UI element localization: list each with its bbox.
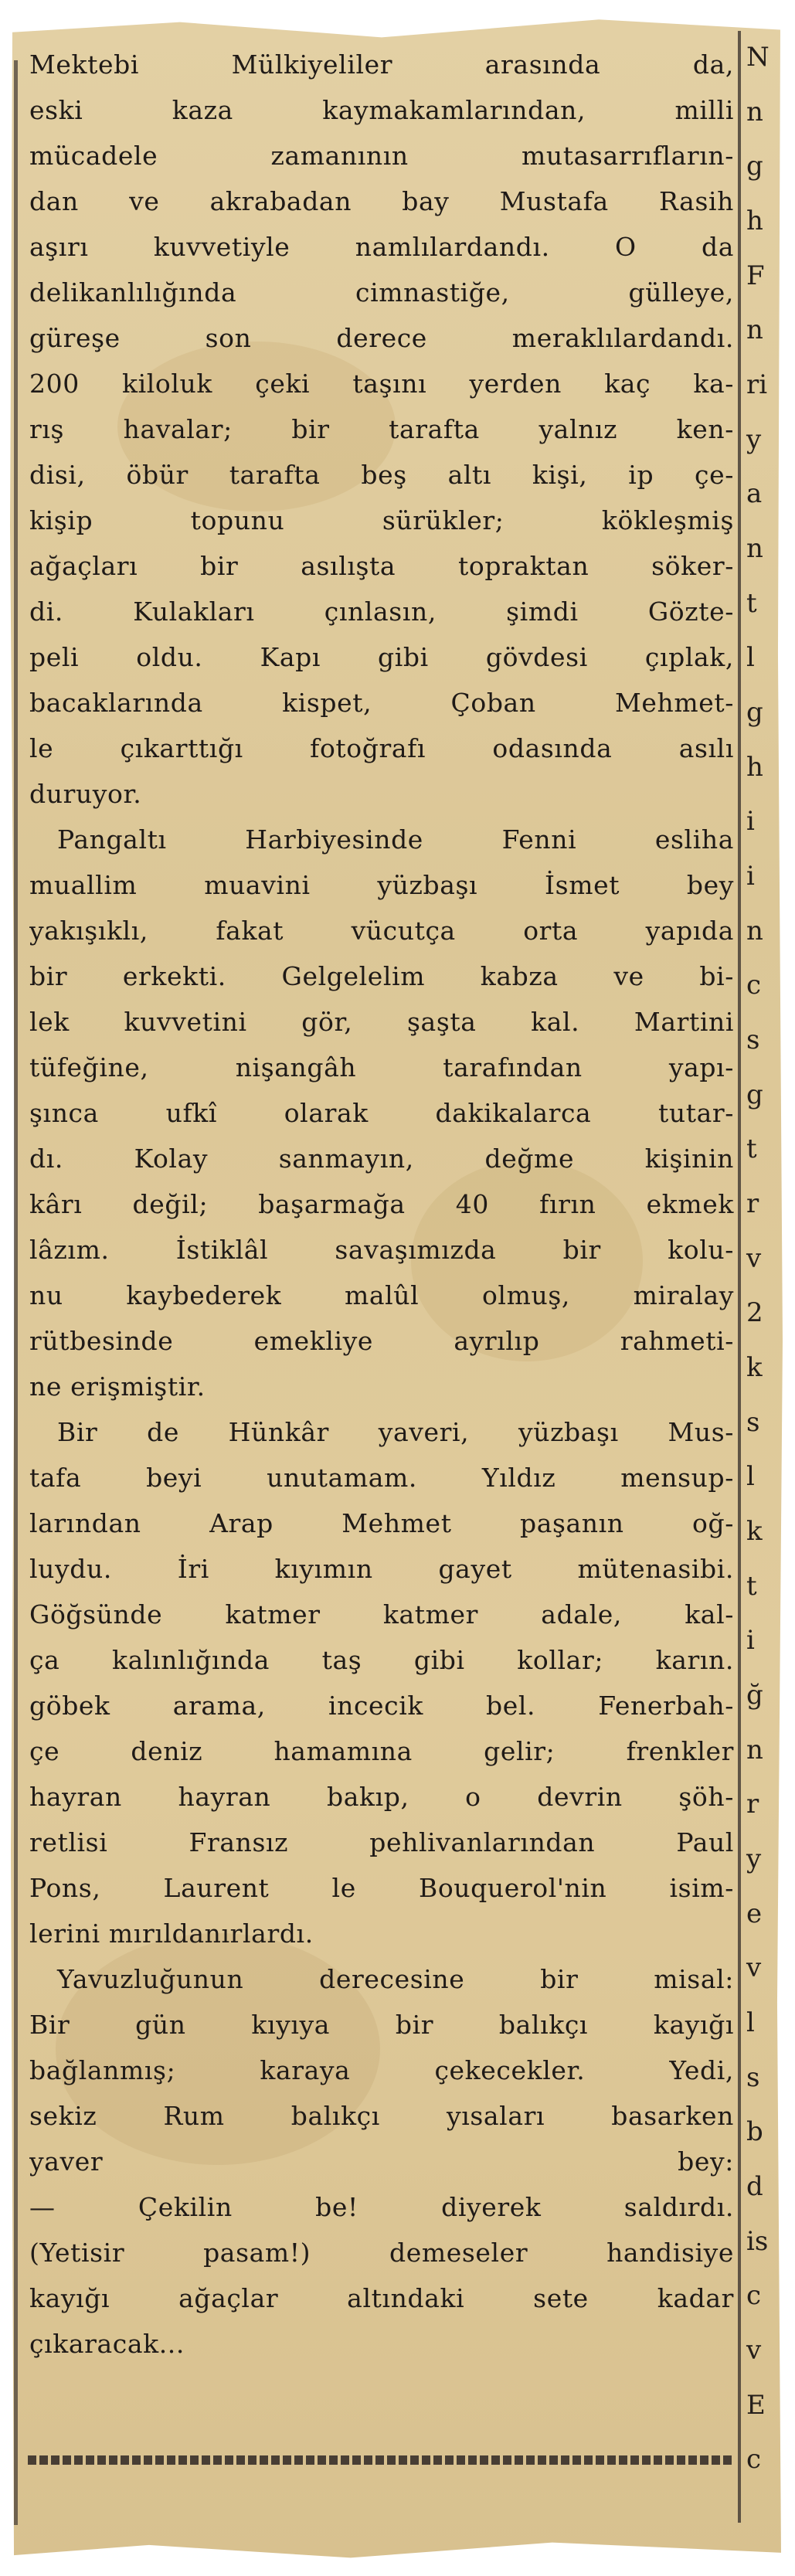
article-line: güreşe son derece meraklılardandı. <box>29 323 734 353</box>
article-line: (Yetisir pasam!) demeseler handisiye <box>29 2238 734 2268</box>
article-line: tüfeğine, nişangâh tarafından yapı- <box>29 1052 734 1082</box>
article-line: 200 kiloluk çeki taşını yerden kaç ka- <box>29 369 734 399</box>
adjacent-column-fragment: k <box>746 1516 763 1547</box>
adjacent-column-fragment: g <box>746 697 763 728</box>
adjacent-column-fragment: ğ <box>746 1680 763 1711</box>
article-line: bir erkekti. Gelgelelim kabza ve bi- <box>29 961 734 991</box>
adjacent-column-fragment: k <box>746 1352 763 1383</box>
adjacent-column-fragment: t <box>746 1133 757 1164</box>
adjacent-column-fragment: h <box>746 206 763 236</box>
adjacent-column-fragment: r <box>746 1188 759 1219</box>
article-line: nu kaybederek malûl olmuş, miralay <box>29 1280 734 1310</box>
article-line: eski kaza kaymakamlarından, milli <box>29 95 734 125</box>
adjacent-column-fragment: n <box>746 97 763 127</box>
article-line: aşırı kuvvetiyle namlılardandı. O da <box>29 232 734 262</box>
adjacent-column-fragment: is <box>746 2226 769 2257</box>
adjacent-column-fragment: N <box>746 42 770 73</box>
article-line: — Çekilin be! diyerek saldırdı. <box>29 2192 734 2222</box>
adjacent-column-fragment: y <box>746 1844 762 1874</box>
article-line: tafa beyi unutamam. Yıldız mensup- <box>29 1463 734 1493</box>
bottom-border-rule <box>28 2455 735 2465</box>
article-line: çe deniz hamamına gelir; frenkler <box>29 1736 734 1766</box>
article-body <box>29 42 734 2367</box>
article-line: Pangaltı Harbiyesinde Fenni esliha <box>57 824 734 855</box>
article-line: Bir de Hünkâr yaveri, yüzbaşı Mus- <box>57 1417 734 1447</box>
article-line: peli oldu. Kapı gibi gövdesi çıplak, <box>29 642 734 672</box>
adjacent-column-fragment: n <box>746 533 763 564</box>
adjacent-column-fragment: s <box>746 2062 760 2093</box>
article-line: lâzım. İstiklâl savaşımızda bir kolu- <box>29 1235 734 1265</box>
article-line: duruyor. <box>29 779 142 809</box>
article-line: Bir gün kıyıya bir balıkçı kayığı <box>29 2010 734 2040</box>
article-line: di. Kulakları çınlasın, şimdi Gözte- <box>29 596 734 627</box>
adjacent-column-fragment: i <box>746 1625 755 1656</box>
article-line: bacaklarında kispet, Çoban Mehmet- <box>29 688 734 718</box>
article-line: dı. Kolay sanmayın, değme kişinin <box>29 1144 734 1174</box>
adjacent-column-fragment: y <box>746 424 762 455</box>
adjacent-column-fragment: e <box>746 1898 763 1929</box>
adjacent-column-fragment: b <box>746 2116 763 2147</box>
article-line: larından Arap Mehmet paşanın oğ- <box>29 1508 734 1538</box>
adjacent-column-fragment: v <box>746 1952 762 1983</box>
adjacent-column-fragment: 2 <box>746 1297 763 1328</box>
article-line: disi, öbür tarafta beş altı kişi, ip çe- <box>29 460 734 490</box>
article-line: göbek arama, incecik bel. Fenerbah- <box>29 1691 734 1721</box>
article-line: lek kuvvetini gör, şaşta kal. Martini <box>29 1007 734 1037</box>
adjacent-column-fragment: l <box>746 642 755 673</box>
article-line: rütbesinde emekliye ayrılıp rahmeti- <box>29 1326 734 1356</box>
adjacent-column-fragment: d <box>746 2171 763 2202</box>
adjacent-column-fragment: h <box>746 752 763 783</box>
adjacent-column-fragment: a <box>746 478 763 509</box>
adjacent-column-fragment: i <box>746 861 755 892</box>
article-line: hayran hayran bakıp, o devrin şöh- <box>29 1782 734 1812</box>
adjacent-column-fragment: c <box>746 970 762 1001</box>
article-line: şınca ufkî olarak dakikalarca tutar- <box>29 1098 734 1128</box>
article-line: Pons, Laurent le Bouquerol'nin isim- <box>29 1873 734 1903</box>
adjacent-column-fragment: i <box>746 806 755 837</box>
article-line: ağaçları bir asılışta topraktan söker- <box>29 551 734 581</box>
adjacent-column-fragment: v <box>746 1243 762 1274</box>
article-line: sekiz Rum balıkçı yısaları basarken <box>29 2101 734 2131</box>
article-line: rış havalar; bir tarafta yalnız ken- <box>29 414 734 444</box>
article-line: çıkaracak... <box>29 2329 185 2359</box>
adjacent-column-fragment: s <box>746 1407 760 1438</box>
article-line: ne erişmiştir. <box>29 1371 206 1402</box>
article-line: kârı değil; başarmağa 40 fırın ekmek <box>29 1189 734 1219</box>
adjacent-column-fragment: r <box>746 1789 759 1820</box>
article-line: mücadele zamanının mutasarrıfların- <box>29 141 734 171</box>
article-line: yaver bey: <box>29 2146 734 2177</box>
article-line: kişip topunu sürükler; kökleşmiş <box>29 505 734 535</box>
adjacent-column-fragment: c <box>746 2280 762 2311</box>
article-line: le çıkarttığı fotoğrafı odasında asılı <box>29 733 734 763</box>
article-line: luydu. İri kıyımın gayet mütenasibi. <box>29 1554 734 1584</box>
adjacent-column-fragment: ri <box>746 369 768 400</box>
adjacent-column-fragment: n <box>746 314 763 345</box>
adjacent-column-fragment: n <box>746 916 763 946</box>
article-line: Yavuzluğunun derecesine bir misal: <box>57 1964 734 1994</box>
adjacent-column-fragment: n <box>746 1735 763 1765</box>
article-line: muallim muavini yüzbaşı İsmet bey <box>29 870 734 900</box>
article-line: lerini mırıldanırlardı. <box>29 1918 314 1949</box>
adjacent-column-fragment: t <box>746 1571 757 1602</box>
left-column-rule <box>14 60 18 2525</box>
adjacent-column-fragment: g <box>746 1079 763 1110</box>
column-divider-rule <box>738 31 741 2523</box>
adjacent-column-fragment: c <box>746 2444 762 2475</box>
article-line: kayığı ağaçlar altındaki sete kadar <box>29 2283 734 2313</box>
adjacent-column-fragment: s <box>746 1025 760 1055</box>
adjacent-column-fragment: l <box>746 2007 755 2038</box>
article-line: Mektebi Mülkiyeliler arasında da, <box>29 49 734 80</box>
article-line: Göğsünde katmer katmer adale, kal- <box>29 1599 734 1630</box>
adjacent-column-fragment: v <box>746 2335 762 2366</box>
article-line: dan ve akrabadan bay Mustafa Rasih <box>29 186 734 216</box>
article-line: yakışıklı, fakat vücutça orta yapıda <box>29 916 734 946</box>
adjacent-column-fragment: g <box>746 151 763 182</box>
article-line: bağlanmış; karaya çekecekler. Yedi, <box>29 2055 734 2085</box>
adjacent-column-fragment: E <box>746 2390 766 2421</box>
adjacent-column-fragment: l <box>746 1461 755 1492</box>
article-line: ça kalınlığında taş gibi kollar; karın. <box>29 1645 734 1675</box>
article-line: retlisi Fransız pehlivanlarından Paul <box>29 1827 734 1857</box>
adjacent-column-fragment: F <box>746 260 765 291</box>
adjacent-column-fragment: t <box>746 588 757 619</box>
article-line: delikanlılığında cimnastiğe, gülleye, <box>29 277 734 308</box>
